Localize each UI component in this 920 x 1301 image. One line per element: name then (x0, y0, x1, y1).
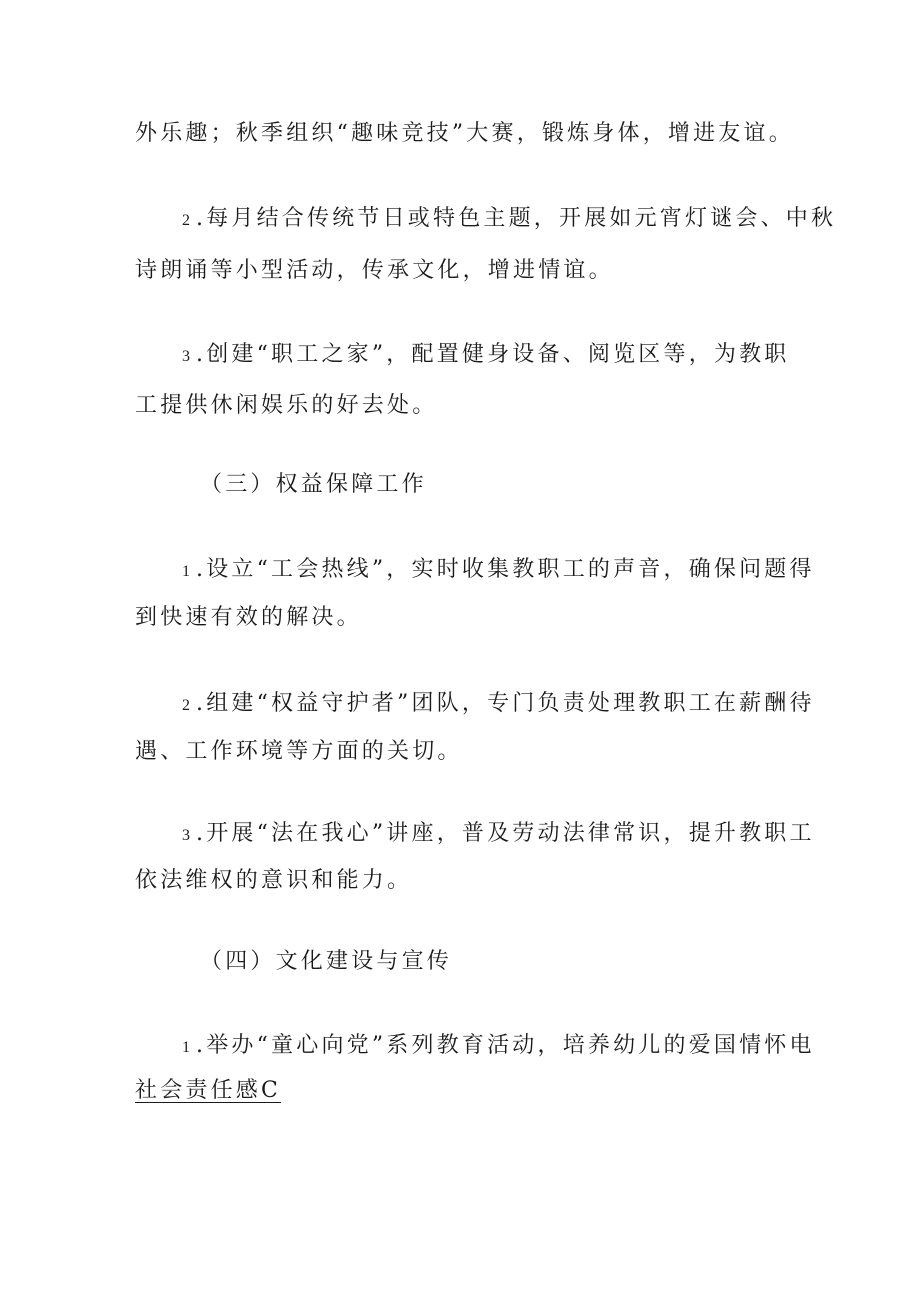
list-number: 2 (182, 212, 190, 229)
list-item-text: 遇、工作环境等方面的关切。 (135, 739, 463, 764)
list-item-text: .设立“工会热线”，实时收集教职工的声音，确保问题得 (196, 557, 815, 582)
paragraph-text: 外乐趣；秋季组织“趣味竞技”大赛，锻炼身体，增进友谊。 (135, 121, 794, 146)
list-item-second-line (135, 391, 437, 421)
list-item-second-line (135, 256, 614, 286)
list-item-first-line (182, 689, 815, 721)
list-item-first-line (182, 819, 815, 851)
section-heading-text: （三）权益保障工作 (200, 472, 427, 497)
list-item-second-line (135, 866, 412, 896)
list-item-text: 到快速有效的解决。 (135, 605, 362, 630)
list-item-text: .举办“童心向党”系列教育活动，培养幼儿的爱国情怀电 (196, 1033, 815, 1058)
list-number: 3 (182, 348, 190, 365)
list-item-second-line (135, 737, 463, 767)
section-heading (200, 947, 452, 977)
list-item-text: 诗朗诵等小型活动，传承文化，增进情谊。 (135, 258, 614, 283)
list-number: 1 (182, 563, 190, 580)
list-number: 1 (182, 1039, 190, 1056)
list-item-text: .创建“职工之家”，配置健身设备、阅览区等，为教职 (196, 342, 790, 367)
list-item-text: .组建“权益守护者”团队，专门负责处理教职工在薪酬待 (196, 691, 815, 716)
list-item-first-line (182, 555, 815, 587)
list-item-text: .开展“法在我心”讲座，普及劳动法律常识，提升教职工 (196, 821, 815, 846)
list-number: 2 (182, 697, 190, 714)
list-item-text: 社会责任感C (135, 1078, 282, 1103)
paragraph-line (135, 119, 794, 149)
list-item-second-line (135, 1076, 281, 1106)
list-item-text: 工提供休闲娱乐的好去处。 (135, 393, 438, 418)
list-item-second-line (135, 603, 362, 633)
section-heading-text: （四）文化建设与宣传 (200, 949, 453, 974)
list-item-text: .每月结合传统节日或特色主题，开展如元宵灯谜会、中秋 (196, 206, 837, 231)
section-heading (200, 470, 427, 500)
list-item-first-line (182, 204, 836, 236)
list-item-first-line (182, 340, 790, 372)
list-item-first-line (182, 1031, 815, 1063)
list-number: 3 (182, 827, 190, 844)
list-item-text: 依法维权的意识和能力。 (135, 868, 413, 893)
